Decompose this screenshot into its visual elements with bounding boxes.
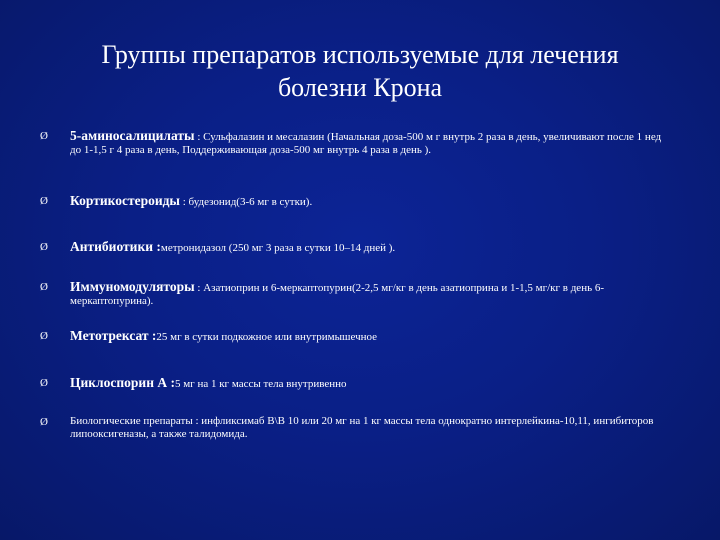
arrow-bullet-icon: Ø bbox=[40, 130, 48, 142]
list-item-text bbox=[70, 240, 670, 255]
drug-group-description: Биологические препараты : инфликсимаб В\В 10 или 20 мг на 1 кг массы тела однократно интерлейкина-10,11, ингибиторов липооксигеназы, а также талидомида. bbox=[70, 415, 654, 440]
drug-group-name: Метотрексат : bbox=[70, 328, 157, 343]
drug-group-name: Кортикостероиды bbox=[70, 193, 180, 208]
arrow-bullet-icon: Ø bbox=[40, 281, 48, 293]
arrow-bullet-icon: Ø bbox=[40, 330, 48, 342]
arrow-bullet-icon: Ø bbox=[40, 416, 48, 428]
drug-group-description: метронидазол (250 мг 3 раза в сутки 10–14 дней ). bbox=[160, 242, 396, 254]
list-item bbox=[40, 376, 670, 391]
drug-group-description: 5 мг на 1 кг массы тела внутривенно bbox=[174, 378, 347, 390]
drug-group-name: 5-аминосалицилаты bbox=[70, 128, 195, 143]
list-item-text bbox=[70, 415, 670, 441]
list-item-text bbox=[70, 329, 670, 344]
list-item bbox=[40, 415, 670, 441]
drug-group-description: : Сульфалазин и месалазин (Начальная доза-500 м г внутрь 2 раза в день, увеличивают после 1 нед до 1-1,5 г 4 раза в день, Поддерживающая доза-500 мг внутрь 4 раза в день ). bbox=[70, 131, 662, 156]
drug-group-description: : Азатиоприн и 6-меркаптопурин(2-2,5 мг/кг в день азатиоприна и 1-1,5 мг/кг в день 6-меркаптопурина). bbox=[70, 282, 605, 307]
arrow-bullet-icon: Ø bbox=[40, 195, 48, 207]
drug-group-description: : будезонид(3-6 мг в сутки). bbox=[179, 196, 313, 208]
drug-group-name: Антибиотики : bbox=[70, 239, 161, 254]
slide-title-line-1: Группы препаратов используемые для лечения bbox=[101, 40, 619, 69]
list-item-text bbox=[70, 194, 670, 209]
list-item bbox=[40, 329, 670, 344]
list-item bbox=[40, 240, 670, 255]
drug-group-description: 25 мг в сутки подкожное или внутримышечное bbox=[156, 331, 378, 343]
drug-group-name: Циклоспорин А : bbox=[70, 375, 175, 390]
drug-group-name: Иммуномодуляторы bbox=[70, 279, 195, 294]
list-item bbox=[40, 194, 670, 209]
arrow-bullet-icon: Ø bbox=[40, 241, 48, 253]
list-item bbox=[40, 280, 670, 308]
list-item bbox=[40, 129, 670, 157]
slide-title-line-2: болезни Крона bbox=[277, 73, 443, 102]
list-item-text bbox=[70, 280, 670, 308]
list-item-text bbox=[70, 129, 670, 157]
list-item-text bbox=[70, 376, 670, 391]
arrow-bullet-icon: Ø bbox=[40, 377, 48, 389]
